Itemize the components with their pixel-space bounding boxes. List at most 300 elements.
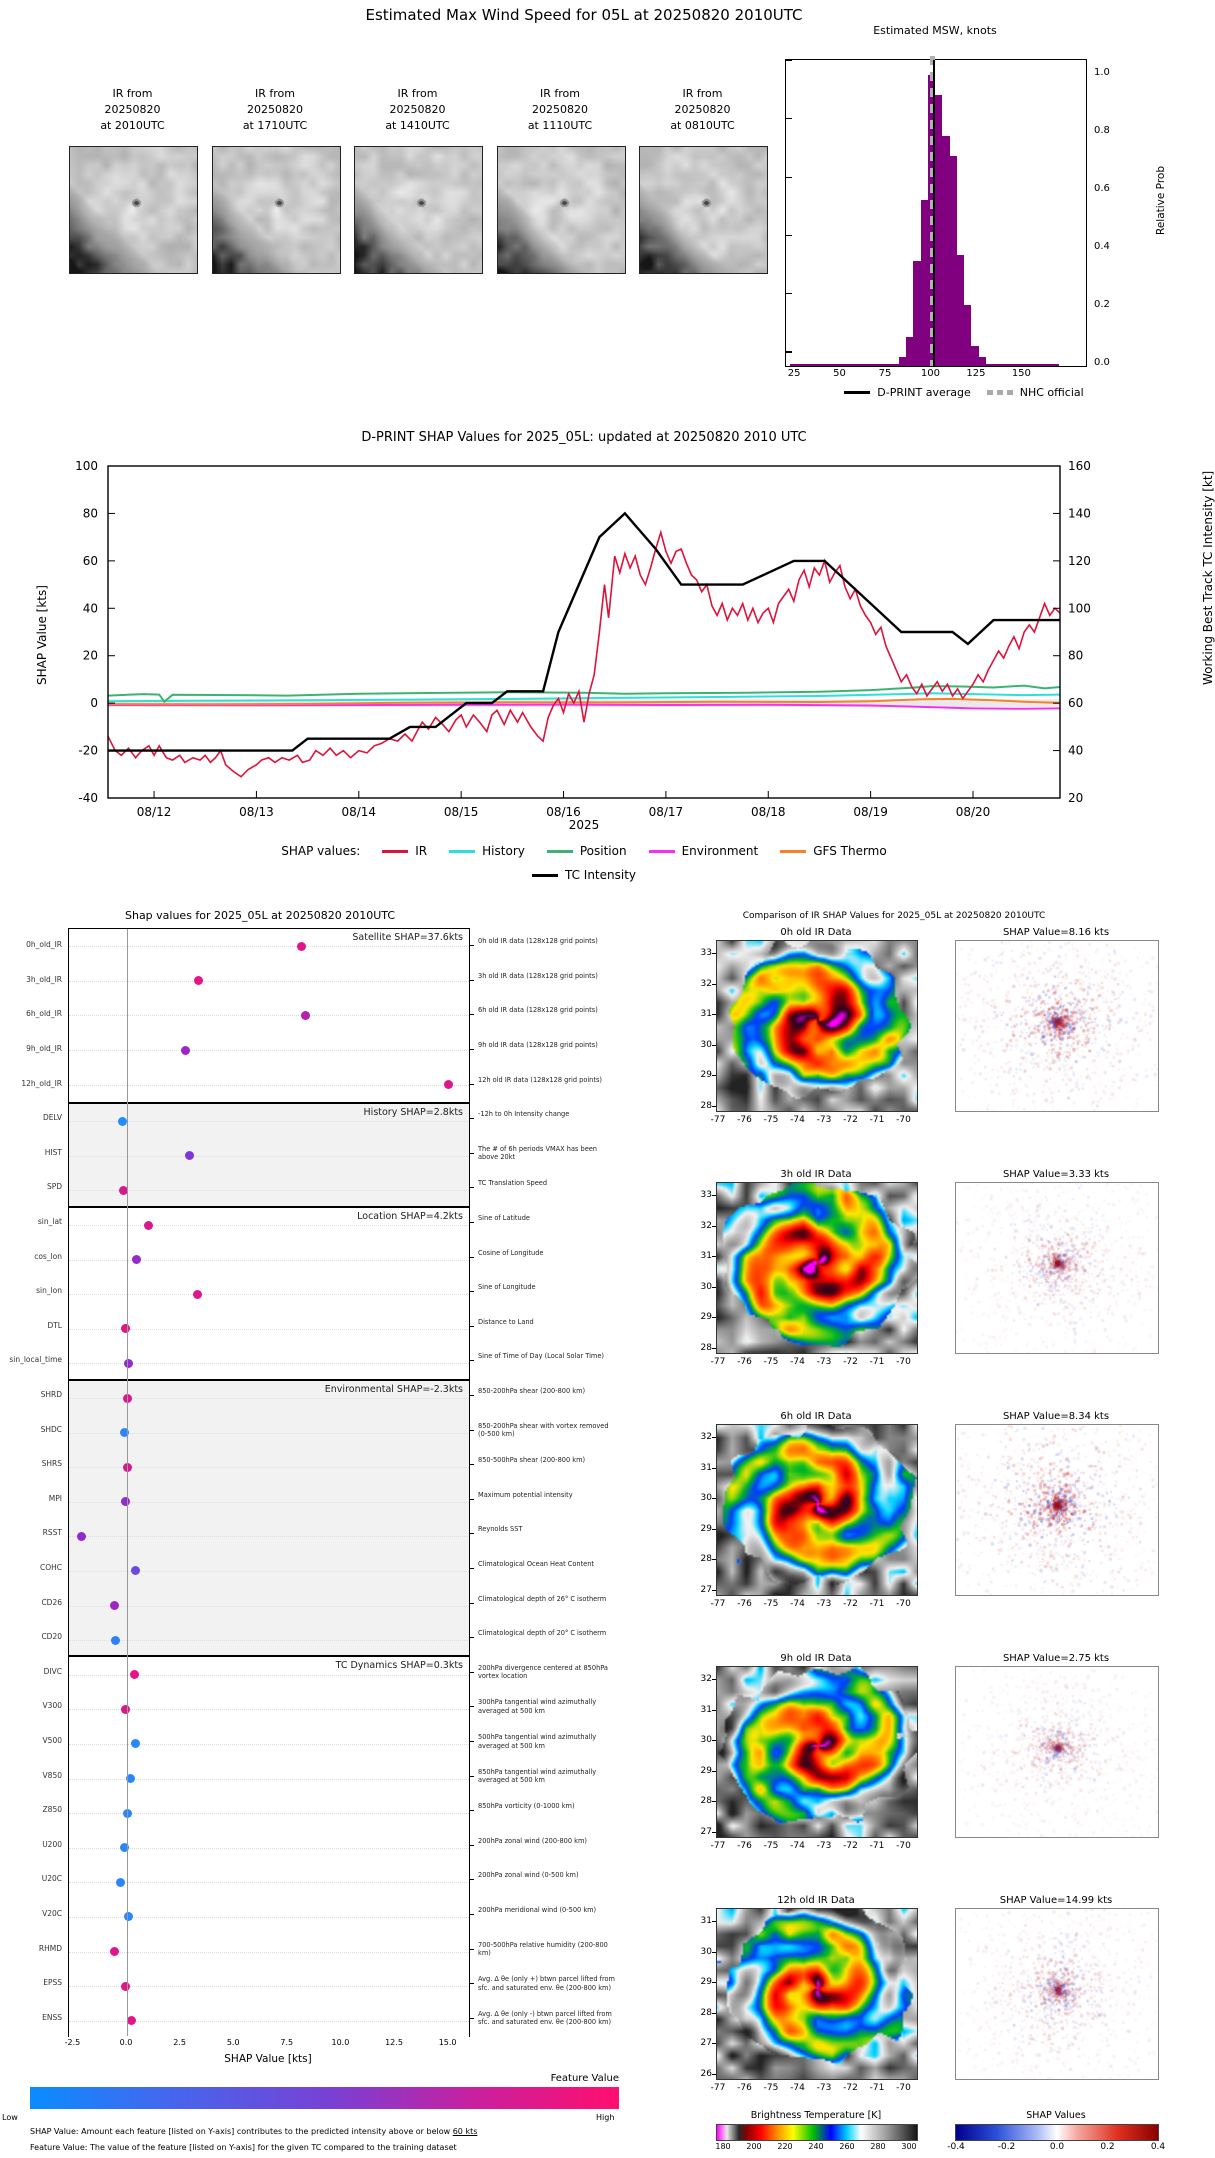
axis-tick: [712, 1075, 716, 1076]
shap-dot: [181, 1046, 190, 1055]
lat-tick-label: 32: [700, 1674, 712, 1684]
feature-value-colorbar-title: Feature Value: [550, 2073, 619, 2084]
shap-map-image: [955, 1908, 1159, 2080]
lon-tick-label: -73: [816, 1115, 832, 1125]
ir-satellite-thumbnail: [639, 146, 768, 274]
lat-tick-label: 28: [700, 1796, 712, 1806]
row-gridline: [69, 946, 469, 947]
svg-text:-40: -40: [78, 791, 98, 805]
feature-description: Sine of Latitude: [478, 1214, 530, 1223]
shap-dot: [130, 1670, 139, 1679]
feature-name-label: COHC: [39, 1562, 62, 1572]
row-gridline: [69, 1848, 469, 1849]
feature-description: 850-200hPa shear with vortex removed (0-500 km): [478, 1421, 609, 1439]
axis-tick: [712, 1740, 716, 1741]
bt-tick-label: 180: [715, 2142, 731, 2151]
svg-text:80: 80: [82, 506, 98, 521]
legend-swatch-icon: [780, 850, 806, 853]
lon-tick-label: -71: [869, 1357, 885, 1367]
feature-description: Maximum potential intensity: [478, 1490, 573, 1499]
feature-description: TC Translation Speed: [478, 1179, 548, 1188]
ir-thumbnail-label-line: at 2010UTC: [100, 119, 165, 132]
histogram-bar: [979, 357, 986, 366]
histogram-ytick: 0.4: [1094, 241, 1110, 252]
feature-name-label: SHRS: [41, 1459, 62, 1469]
histogram-ytick: 0.0: [1094, 357, 1110, 368]
row-gridline: [69, 1085, 469, 1086]
ir-thumbnail-label: [204, 86, 347, 134]
histogram-bar: [913, 261, 920, 366]
lat-tick-label: 30: [700, 1946, 712, 1957]
shap-tick-label: 0.2: [1100, 2142, 1115, 2152]
shap-dot: [121, 1705, 130, 1714]
svg-text:60: 60: [82, 553, 98, 568]
shap-dot: [111, 1636, 120, 1645]
timeseries-plot: [0, 428, 1168, 828]
svg-text:20: 20: [82, 648, 98, 663]
row-gridline: [69, 1571, 469, 1572]
shap-value-caption: [30, 2127, 620, 2136]
axis-tick: [712, 1529, 716, 1530]
legend-label: Environment: [681, 844, 759, 858]
axis-tick: [712, 1982, 716, 1983]
feature-description: Avg. Δ θe (only -) btwn parcel lifted from sfc. and saturated env. θe (200-800 km): [478, 2009, 612, 2027]
row-gridline: [69, 1675, 469, 1676]
dot-plot-title: Shap values for 2025_05L at 20250820 2010UTC: [124, 909, 396, 922]
lon-tick-label: -77: [710, 2083, 726, 2093]
feature-name-label: 0h_old_IR: [26, 940, 62, 950]
shap-dot: [121, 1982, 130, 1991]
lon-tick-label: -75: [763, 1599, 779, 1609]
axis-tick: [470, 1672, 474, 1673]
feature-name-label: Z850: [42, 1805, 62, 1815]
feature-name-label: SPD: [46, 1182, 62, 1192]
axis-tick: [470, 1014, 474, 1015]
lat-tick-label: 28: [700, 1342, 712, 1353]
axis-tick: [712, 1045, 716, 1046]
bt-tick-label: 200: [746, 2142, 762, 2151]
bt-tick-label: 260: [839, 2142, 855, 2151]
svg-text:120: 120: [1068, 553, 1091, 568]
axis-tick: [470, 1810, 474, 1811]
lat-tick-label: 30: [700, 1493, 712, 1503]
histogram-xtick: 25: [787, 368, 801, 379]
lat-tick-label: 29: [700, 1523, 712, 1534]
shap-dot: [297, 942, 306, 951]
svg-text:08/19: 08/19: [853, 805, 888, 819]
zero-line: [127, 929, 128, 2036]
histogram-ytick: 0.2: [1094, 299, 1110, 310]
feature-description: Sine of Time of Day (Local Solar Time): [478, 1352, 604, 1361]
lon-tick-label: -77: [710, 1115, 726, 1125]
timeseries-legend-row1: [0, 844, 1168, 858]
axis-tick: [470, 1395, 474, 1396]
axis-tick: [712, 1014, 716, 1015]
shap-dot: [121, 1324, 130, 1333]
lon-tick-label: -70: [896, 1357, 911, 1367]
lat-tick-label: 31: [700, 1704, 712, 1715]
dot-plot-xtick: 2.5: [173, 2038, 186, 2047]
axis-tick: [470, 1706, 474, 1707]
ir-thumbnail-label-line: 20250820: [247, 103, 303, 116]
svg-text:08/14: 08/14: [341, 805, 377, 819]
shap-colorbar: [955, 2124, 1159, 2141]
axis-tick: [470, 1879, 474, 1880]
feature-name-label: SHRD: [40, 1390, 62, 1400]
feature-description: Avg. Δ θe (only +) btwn parcel lifted from sfc. and saturated env. θe (200-800 km): [478, 1975, 615, 1992]
lon-tick-label: -73: [816, 2083, 832, 2093]
ir-data-image: [716, 1424, 918, 1596]
lat-tick-label: 29: [700, 1312, 712, 1322]
ir-data-image: [716, 1182, 918, 1354]
feature-name-label: DIVC: [43, 1666, 62, 1676]
feature-description: 300hPa tangential wind azimuthally averaged at 500 km: [478, 1698, 597, 1715]
shap-tick-label: 0.4: [1150, 2142, 1166, 2152]
lon-tick-label: -70: [896, 1841, 911, 1851]
feature-description: 500hPa tangential wind azimuthally averaged at 500 km: [478, 1732, 597, 1750]
lon-tick-label: -75: [763, 1115, 779, 1125]
lon-tick-label: -73: [816, 1841, 832, 1851]
axis-tick: [712, 1952, 716, 1953]
ir-comparison-title: Comparison of IR SHAP Values for 2025_05L at 20250820 2010UTC: [742, 911, 1046, 921]
legend-label: NHC official: [1019, 386, 1084, 399]
legend-label: D-PRINT average: [877, 386, 971, 399]
feature-name-label: SHDC: [40, 1424, 62, 1434]
row-gridline: [69, 1294, 469, 1295]
axis-tick: [712, 1226, 716, 1227]
histogram-bar: [950, 156, 957, 366]
lon-tick-label: -76: [737, 1357, 752, 1367]
ir-thumbnail-label-line: 20250820: [674, 103, 731, 116]
legend-swatch-icon: [532, 874, 558, 877]
legend-swatch-icon: [987, 390, 1013, 395]
ir-thumbnail-label-line: at 1710UTC: [242, 119, 308, 132]
shap-dot: [110, 1601, 119, 1610]
dot-plot-feature-labels: [0, 928, 64, 2035]
ir-satellite-thumbnail: [69, 146, 198, 274]
lon-tick-label: -71: [869, 1599, 885, 1609]
axis-tick: [712, 1468, 716, 1469]
lat-tick-label: 29: [700, 1765, 712, 1776]
shap-colorbar-ticks: [945, 2142, 1167, 2152]
feature-name-label: cos_lon: [34, 1251, 62, 1261]
feature-name-label: HIST: [44, 1147, 62, 1157]
row-gridline: [69, 1744, 469, 1745]
section-shap-label: Satellite SHAP=37.6kts: [352, 932, 463, 943]
section-shap-label: TC Dynamics SHAP=0.3kts: [335, 1660, 463, 1672]
ir-thumbnail-label-line: IR from: [540, 87, 580, 100]
shap-dot: [127, 2016, 136, 2025]
axis-tick: [712, 1710, 716, 1711]
feature-description: 850hPa tangential wind azimuthally averaged at 500 km: [478, 1767, 597, 1785]
histogram-legend: [760, 386, 1168, 399]
lon-tick-label: -77: [710, 1357, 726, 1367]
feature-value-colorbar: [30, 2087, 619, 2109]
ir-data-title: 0h old IR Data: [780, 927, 852, 938]
feature-name-label: V500: [42, 1735, 62, 1745]
axis-tick: [470, 1326, 474, 1327]
feature-name-label: CD26: [41, 1597, 62, 1607]
feature-value-caption: Feature Value: The value of the feature [listed on Y-axis] for the given TC compared to the training dataset: [30, 2143, 457, 2152]
svg-text:80: 80: [1068, 648, 1084, 663]
dot-plot-xtick: 0.0: [119, 2038, 133, 2047]
ir-data-title: 3h old IR Data: [780, 1169, 852, 1180]
dot-plot-xtick: 7.5: [280, 2038, 294, 2047]
axis-tick: [712, 953, 716, 954]
axis-tick: [712, 1921, 716, 1922]
svg-text:140: 140: [1068, 506, 1091, 521]
svg-text:0: 0: [90, 696, 98, 711]
axis-tick: [470, 1084, 474, 1085]
lon-tick-label: -74: [790, 1599, 805, 1609]
shap-map-image: [955, 1666, 1159, 1838]
histogram-bar: [957, 255, 964, 366]
row-gridline: [69, 1882, 469, 1883]
histogram-bar: [942, 136, 949, 366]
axis-tick: [712, 984, 716, 985]
axis-tick: [470, 1776, 474, 1777]
histogram-xtick-labels: [785, 368, 1085, 382]
shap-tick-label: -0.2: [997, 2142, 1016, 2152]
feature-colorbar-high-label: High: [596, 2113, 615, 2122]
row-gridline: [69, 1050, 469, 1051]
shap-dot-plot-panel: [0, 905, 620, 2158]
axis-tick: [712, 1195, 716, 1196]
axis-tick: [470, 1360, 474, 1361]
legend-swatch-icon: [382, 850, 408, 853]
lon-tick-label: -70: [896, 1115, 911, 1125]
legend-label: Position: [579, 844, 627, 858]
histogram-ytick: 0.6: [1094, 183, 1110, 194]
feature-description: Climatological depth of 26° C isotherm: [478, 1594, 607, 1603]
feature-name-label: U20C: [41, 1874, 62, 1884]
axis-tick: [786, 177, 792, 178]
histogram-xtick: 75: [878, 368, 892, 379]
feature-name-label: sin_local_time: [9, 1355, 62, 1365]
dot-plot-xtick: 10.0: [331, 2038, 350, 2047]
row-gridline: [69, 1225, 469, 1226]
lon-tick-label: -70: [896, 2083, 911, 2093]
shap-map-title: SHAP Value=8.16 kts: [1002, 927, 1110, 938]
timeseries-ylabel-right: Working Best Track TC Intensity [kt]: [1201, 470, 1215, 685]
feature-name-label: sin_lat: [37, 1217, 62, 1227]
shap-timeseries-panel: [0, 428, 1215, 898]
lat-tick-label: 27: [700, 1826, 712, 1837]
lat-tick-label: 27: [700, 1584, 712, 1595]
ir-data-title: 6h old IR Data: [780, 1411, 852, 1422]
feature-name-label: V20C: [42, 1908, 62, 1918]
lat-tick-label: 30: [700, 1039, 712, 1050]
axis-tick: [470, 945, 474, 946]
ir-satellite-thumbnail: [212, 146, 341, 274]
caption-segment: 60 kts: [452, 2127, 478, 2136]
ir-thumbnail-label-line: IR from: [682, 87, 723, 100]
row-gridline: [69, 1536, 469, 1537]
axis-tick: [712, 1287, 716, 1288]
row-gridline: [69, 1015, 469, 1016]
ir-thumbnail-label-line: 20250820: [104, 103, 161, 116]
dot-plot-xtick-labels: [64, 2038, 468, 2050]
lon-tick-label: -74: [790, 1841, 805, 1851]
feature-description: Cosine of Longitude: [478, 1248, 544, 1257]
lon-tick-label: -71: [869, 1841, 885, 1851]
axis-tick: [712, 1498, 716, 1499]
feature-description: 850hPa vorticity (0-1000 km): [478, 1802, 575, 1811]
legend-swatch-icon: [649, 850, 675, 853]
lat-tick-label: 31: [700, 1251, 712, 1261]
axis-tick: [470, 1049, 474, 1050]
axis-tick: [470, 1845, 474, 1846]
shap-dot: [132, 1255, 141, 1264]
ir-thumbnail-label: [346, 86, 489, 134]
timeseries-legend-item: [780, 844, 887, 858]
lon-tick-label: -72: [843, 1599, 858, 1609]
lon-tick-label: -72: [843, 2083, 858, 2093]
histogram-bar: [906, 337, 913, 366]
shap-map-title: SHAP Value=3.33 kts: [1002, 1169, 1110, 1180]
axis-tick: [786, 293, 792, 294]
dprint-average-line: [933, 60, 935, 366]
feature-description: The # of 6h periods VMAX has been above 20kt: [478, 1144, 597, 1162]
bt-colorbar: [716, 2124, 918, 2141]
lon-tick-label: -73: [816, 1357, 832, 1367]
shap-dot: [110, 1947, 119, 1956]
svg-text:100: 100: [75, 459, 98, 473]
lat-tick-label: 33: [700, 948, 712, 958]
legend-swatch-icon: [449, 850, 475, 853]
svg-text:60: 60: [1068, 696, 1084, 711]
feature-name-label: sin_lon: [36, 1286, 62, 1296]
row-gridline: [69, 1606, 469, 1607]
axis-tick: [470, 1464, 474, 1465]
feature-description: 0h old IR data (128x128 grid points): [478, 937, 598, 946]
lat-tick-label: 32: [700, 1220, 712, 1231]
feature-name-label: U200: [42, 1839, 62, 1849]
dot-plot-section: [69, 929, 469, 1102]
timeseries-title: D-PRINT SHAP Values for 2025_05L: updated at 20250820 2010 UTC: [361, 430, 807, 445]
histogram-ytick-labels: [1090, 59, 1130, 368]
feature-name-label: DTL: [47, 1320, 62, 1330]
shap-colorbar-title: SHAP Values: [1026, 2110, 1086, 2121]
feature-name-label: 9h_old_IR: [26, 1044, 62, 1054]
row-gridline: [69, 1433, 469, 1434]
shap-dot: [131, 1566, 140, 1575]
axis-tick: [712, 1590, 716, 1591]
feature-description: Climatological depth of 20° C isotherm: [478, 1629, 607, 1638]
dot-plot-section: [69, 1655, 469, 2038]
axis-tick: [712, 1317, 716, 1318]
ir-data-title: 12h old IR Data: [777, 1895, 855, 1906]
lat-tick-label: 31: [700, 1462, 712, 1473]
ir-thumbnail-label: [631, 86, 774, 134]
histogram-xtick: 50: [833, 368, 846, 379]
feature-description: 850-200hPa shear (200-800 km): [478, 1387, 586, 1396]
axis-tick: [470, 1118, 474, 1119]
feature-name-label: EPSS: [43, 1978, 62, 1988]
lat-tick-label: 31: [700, 1009, 712, 1019]
svg-text:08/15: 08/15: [443, 805, 479, 819]
section-shap-label: History SHAP=2.8kts: [363, 1106, 463, 1118]
axis-tick: [470, 1499, 474, 1500]
axis-tick: [470, 980, 474, 981]
shap-dot: [444, 1080, 453, 1089]
shap-map-image: [955, 940, 1159, 1112]
bt-tick-label: 300: [901, 2142, 917, 2151]
svg-text:40: 40: [1068, 743, 1084, 758]
lat-tick-label: 28: [700, 2007, 712, 2018]
ir-thumbnail-label-line: 20250820: [389, 103, 446, 116]
ir-data-image: [716, 1666, 918, 1838]
lat-tick-label: 29: [700, 1977, 712, 1987]
histogram-bar: [899, 357, 906, 366]
axis-tick: [786, 235, 792, 236]
histogram-plot: [785, 59, 1087, 367]
shap-tick-label: -0.4: [947, 2142, 965, 2152]
timeseries-legend-item: [382, 844, 427, 858]
axis-tick: [712, 1437, 716, 1438]
lat-tick-label: 32: [700, 1432, 712, 1442]
lon-tick-label: -76: [737, 1599, 752, 1609]
ir-thumbnail-label-line: at 0810UTC: [670, 119, 735, 132]
histogram-bar: [935, 95, 942, 366]
svg-text:08/13: 08/13: [239, 805, 274, 819]
ir-comparison-panel: [620, 905, 1168, 2158]
lon-tick-label: -76: [737, 1115, 752, 1125]
dot-plot-xtick: 15.0: [438, 2038, 457, 2047]
axis-tick: [470, 1430, 474, 1431]
feature-name-label: ENSS: [42, 2012, 62, 2022]
lon-tick-label: -75: [763, 1841, 779, 1851]
feature-name-label: MPI: [48, 1493, 62, 1503]
axis-tick: [712, 1771, 716, 1772]
feature-description: 200hPa divergence centered at 850hPa vortex location: [478, 1663, 608, 1681]
shap-map-title: SHAP Value=8.34 kts: [1002, 1411, 1110, 1422]
timeseries-legend-item: [649, 844, 759, 858]
histogram-xtick: 100: [920, 368, 940, 379]
histogram-bar: [971, 346, 978, 366]
section-shap-label: Environmental SHAP=-2.3kts: [324, 1383, 463, 1395]
dot-plot-feature-descriptions: [474, 928, 618, 2035]
lon-tick-label: -74: [790, 2083, 805, 2093]
feature-name-label: CD20: [41, 1632, 62, 1642]
bt-tick-label: 220: [777, 2142, 793, 2151]
lat-tick-label: 28: [700, 1100, 712, 1111]
lon-tick-label: -72: [843, 1841, 858, 1851]
feature-description: 9h old IR data (128x128 grid points): [478, 1041, 598, 1050]
legend-label: IR: [415, 844, 428, 858]
histogram-bar: [921, 200, 928, 366]
svg-text:08/18: 08/18: [750, 805, 786, 819]
feature-description: -12h to 0h Intensity change: [478, 1110, 570, 1119]
lon-tick-label: -77: [710, 1841, 726, 1851]
dot-plot-area: [68, 928, 470, 2037]
feature-description: 12h old IR data (128x128 grid points): [478, 1075, 602, 1084]
histogram-legend-item: [844, 386, 970, 399]
axis-tick: [470, 1914, 474, 1915]
axis-tick: [712, 1256, 716, 1257]
shap-dot: [185, 1151, 194, 1160]
axis-tick: [470, 1568, 474, 1569]
svg-text:100: 100: [1068, 601, 1091, 616]
dot-plot-section: [69, 1379, 469, 1658]
legend-label: GFS Thermo: [813, 844, 887, 858]
axis-tick: [712, 1832, 716, 1833]
shap-map-image: [955, 1182, 1159, 1354]
timeseries-legend-title: SHAP values:: [281, 844, 361, 858]
lon-tick-label: -77: [710, 1599, 726, 1609]
ir-data-image: [716, 940, 918, 1112]
svg-text:08/16: 08/16: [546, 805, 581, 819]
